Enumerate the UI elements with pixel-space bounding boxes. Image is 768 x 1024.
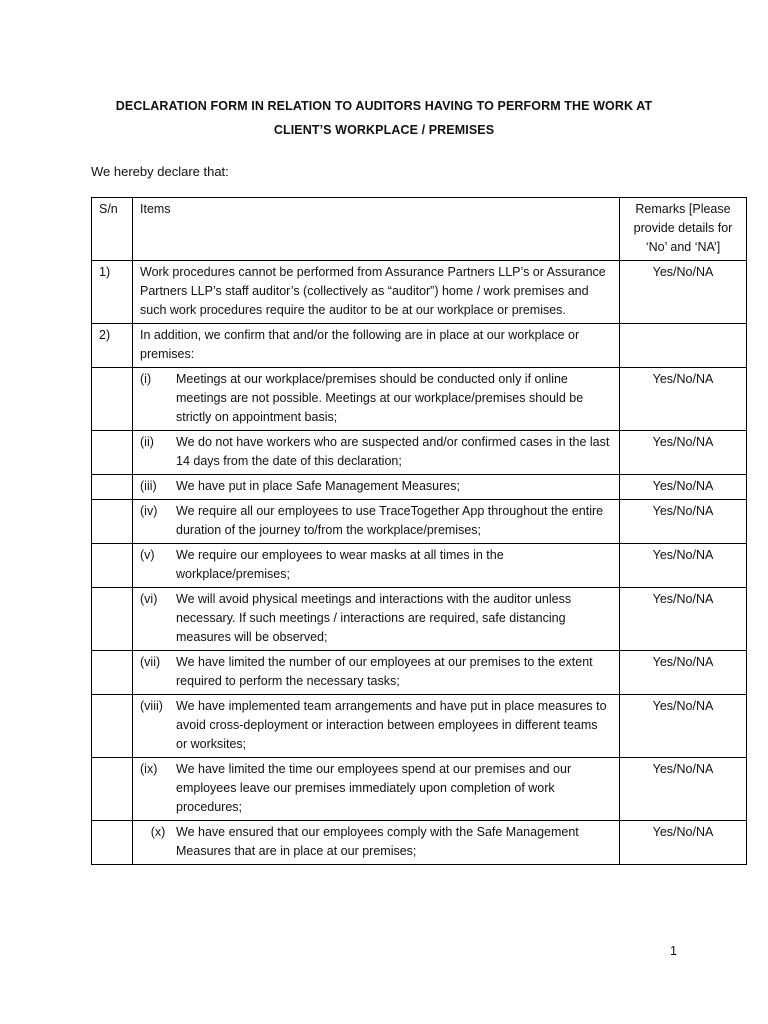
subitem-remarks[interactable]: Yes/No/NA	[620, 475, 747, 500]
declaration-table	[91, 197, 747, 865]
subitem-remarks[interactable]: Yes/No/NA	[620, 695, 747, 758]
table-row	[92, 588, 747, 651]
row-item-text: Work procedures cannot be performed from Assurance Partners LLP’s or Assurance Partners LLP’s staff auditor’s (collectively as “auditor”) home / work premises and such work procedures require the auditor to be at our workplace or premises.	[133, 261, 620, 324]
subitem-cell	[133, 588, 620, 651]
subitem-text: We have limited the time our employees spend at our premises and our employees leave our premises immediately upon completion of work procedures;	[176, 762, 572, 814]
subitem-cell	[133, 758, 620, 821]
subitem-remarks[interactable]: Yes/No/NA	[620, 588, 747, 651]
subitem-cell	[133, 651, 620, 695]
subitem-text: We have implemented team arrangements and have put in place measures to avoid cross-deployment or interaction between employees in different teams or worksites;	[176, 699, 607, 751]
subitem-cell	[133, 500, 620, 544]
subitem-cell	[133, 544, 620, 588]
subitem-text: We have put in place Safe Management Measures;	[176, 479, 460, 493]
row-remarks[interactable]	[620, 324, 747, 368]
subitem-cell	[133, 431, 620, 475]
subitem-text: Meetings at our workplace/premises should be conducted only if online meetings are not possible. Meetings at our workplace/premises should be strictly on appointment basis;	[176, 372, 584, 424]
table-row	[92, 261, 747, 324]
subitem-cell	[133, 821, 620, 865]
table-row	[92, 695, 747, 758]
subitem-remarks[interactable]: Yes/No/NA	[620, 821, 747, 865]
subitem-cell	[133, 368, 620, 431]
row-sn-empty	[92, 758, 133, 821]
document-title-line-2: CLIENT’S WORKPLACE / PREMISES	[273, 123, 495, 137]
table-row	[92, 821, 747, 865]
subitem-number: (vi)	[140, 592, 158, 606]
page-number: 1	[670, 944, 677, 958]
table-row	[92, 475, 747, 500]
subitem-number: (vii)	[140, 655, 161, 669]
subitem-number: (iv)	[140, 504, 158, 518]
subitem-number: (ii)	[140, 435, 154, 449]
subitem-number: (x)	[150, 825, 166, 839]
subitem-number: (iii)	[140, 479, 157, 493]
subitem-remarks[interactable]: Yes/No/NA	[620, 651, 747, 695]
row-sn-empty	[92, 500, 133, 544]
table-row	[92, 651, 747, 695]
subitem-cell	[133, 475, 620, 500]
subitem-text: We require our employees to wear masks at all times in the workplace/premises;	[176, 548, 504, 581]
row-sn-empty	[92, 695, 133, 758]
subitem-number: (viii)	[140, 699, 163, 713]
document-title-line-1: DECLARATION FORM IN RELATION TO AUDITORS HAVING TO PERFORM THE WORK AT	[115, 99, 653, 113]
row-sn-empty	[92, 544, 133, 588]
table-row	[92, 368, 747, 431]
row-sn-empty	[92, 475, 133, 500]
subitem-text: We will avoid physical meetings and interactions with the auditor unless necessary. If such meetings / interactions are required, safe distancing measures will be observed;	[176, 592, 572, 644]
table-row	[92, 324, 747, 368]
table-row	[92, 500, 747, 544]
subitem-remarks[interactable]: Yes/No/NA	[620, 758, 747, 821]
row-remarks[interactable]: Yes/No/NA	[620, 261, 747, 324]
table-row	[92, 758, 747, 821]
row-item-text: In addition, we confirm that and/or the following are in place at our workplace or premises:	[133, 324, 620, 368]
row-sn-empty	[92, 588, 133, 651]
row-sn-empty	[92, 368, 133, 431]
table-row	[92, 431, 747, 475]
row-sn: 2)	[92, 324, 133, 368]
subitem-text: We have ensured that our employees comply with the Safe Management Measures that are in place at our premises;	[176, 825, 579, 858]
subitem-remarks[interactable]: Yes/No/NA	[620, 431, 747, 475]
subitem-text: We do not have workers who are suspected and/or confirmed cases in the last 14 days from the date of this declaration;	[176, 435, 610, 468]
subitem-number: (v)	[140, 548, 155, 562]
subitem-remarks[interactable]: Yes/No/NA	[620, 368, 747, 431]
header-items: Items	[133, 198, 620, 261]
row-sn-empty	[92, 821, 133, 865]
subitem-remarks[interactable]: Yes/No/NA	[620, 544, 747, 588]
header-sn: S/n	[92, 198, 133, 261]
row-sn: 1)	[92, 261, 133, 324]
subitem-remarks[interactable]: Yes/No/NA	[620, 500, 747, 544]
table-row	[92, 544, 747, 588]
declaration-intro: We hereby declare that:	[91, 164, 229, 179]
subitem-number: (ix)	[140, 762, 158, 776]
subitem-text: We require all our employees to use TraceTogether App throughout the entire duration of the journey to/from the workplace/premises;	[176, 504, 604, 537]
row-sn-empty	[92, 651, 133, 695]
subitem-number: (i)	[140, 372, 152, 386]
table-header-row	[92, 198, 747, 261]
row-sn-empty	[92, 431, 133, 475]
subitem-text: We have limited the number of our employees at our premises to the extent required to perform the necessary tasks;	[176, 655, 593, 688]
header-remarks: Remarks [Please provide details for ‘No’ and ‘NA’]	[620, 198, 747, 261]
subitem-cell	[133, 695, 620, 758]
